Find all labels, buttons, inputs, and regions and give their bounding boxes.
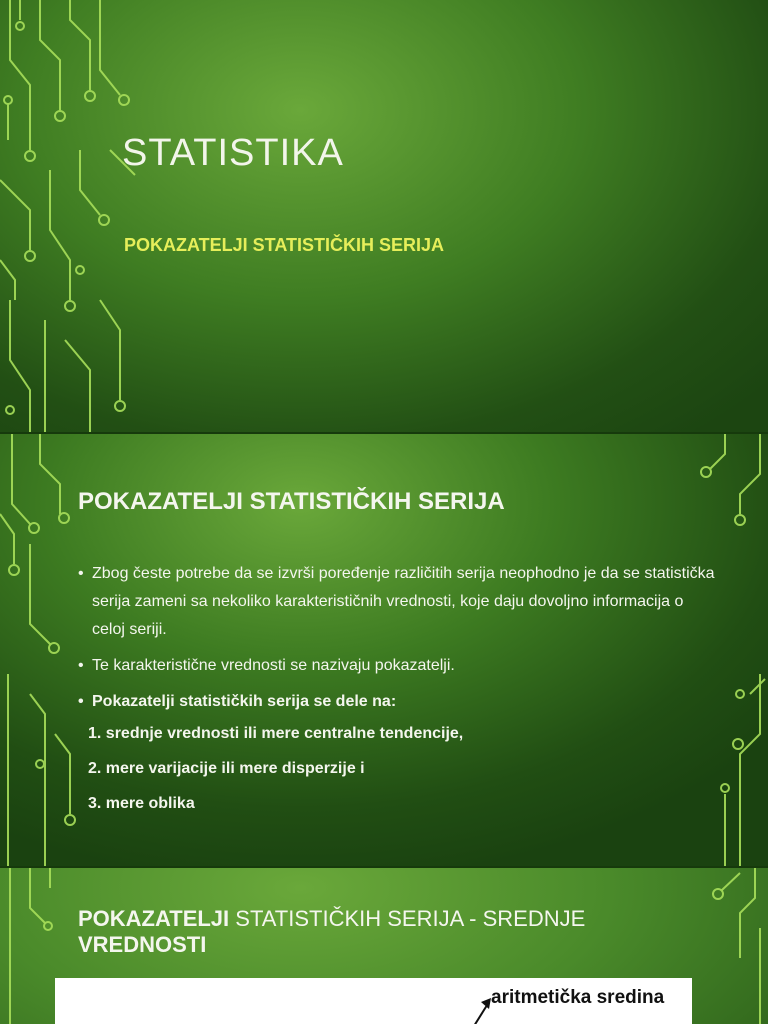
bullet-item: • Pokazatelji statističkih serija se dele na: (78, 688, 718, 716)
heading-bold-part: POKAZATELJI (78, 906, 230, 931)
list-item: 2. mere varijacije ili mere disperzije i (88, 760, 365, 777)
heading-line2: VREDNOSTI (78, 932, 207, 957)
slide-heading: POKAZATELJI STATISTIČKIH SERIJA (78, 488, 505, 515)
circuit-decoration-left-icon (0, 434, 80, 866)
circuit-decoration-icon (0, 0, 140, 432)
diagram-area (55, 978, 692, 1024)
presentation-title: STATISTIKA (122, 132, 344, 174)
heading-rest: STATISTIČKIH SERIJA - SREDNJE (229, 906, 586, 931)
list-item: 1. srednje vrednosti ili mere centralne tendencije, (88, 725, 464, 742)
bullet-item: • Zbog česte potrebe da se izvrši poređenje različitih serija neophodno je da se statistička serija zameni sa nekoliko karakterističnih vrednosti, koje daju dovoljno informacija o celoj seriji. (78, 560, 718, 644)
presentation-subtitle: POKAZATELJI STATISTIČKIH SERIJA (124, 235, 445, 255)
numbered-list (88, 722, 463, 827)
bullet-item: • Te karakteristične vrednosti se nazivaju pokazatelji. (78, 652, 718, 680)
slide-srednje-vrednosti (0, 868, 768, 1024)
slide-heading (78, 906, 718, 958)
bullet-list (78, 560, 718, 724)
list-item: 3. mere oblika (88, 795, 195, 812)
diagram-label: aritmetička sredina (491, 987, 665, 1008)
slide-pokazatelji (0, 434, 768, 866)
arrow-icon (467, 996, 493, 1024)
slide-title (0, 0, 768, 432)
